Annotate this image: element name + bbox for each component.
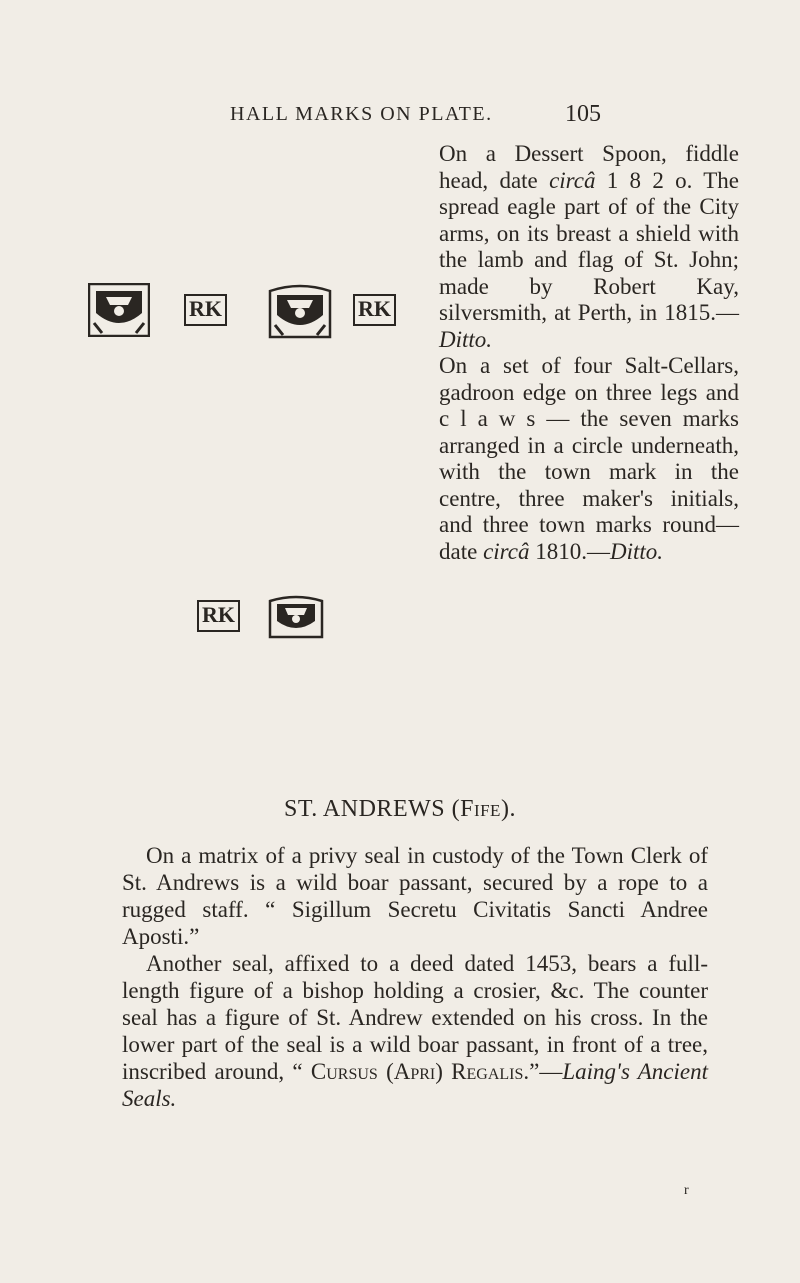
hall-marks-row-1 (88, 281, 396, 339)
running-head (0, 103, 800, 143)
paragraph-another-seal (122, 950, 708, 1112)
circa-italic: circâ (483, 538, 530, 564)
entry-text: 1 8 2 o. The spread eagle part of of the City arms, on its breast a shield with the lamb and flag of St. John; made by Robert Kay, silversmith, at Perth, in 1815.— (439, 167, 740, 325)
town-shield-mark-icon (267, 281, 333, 339)
paragraph-text: .”— (523, 1059, 563, 1084)
hall-marks-row-2 (197, 593, 324, 639)
entry-text: On a set of four Salt-Cellars, gadroon edge on three legs and c l a w s — the seven marks arranged in a circle underneath, with the town mark in the centre, three maker's initials, and three town marks round—date (439, 353, 739, 564)
heading-text: ST. ANDREWS ( (284, 796, 461, 822)
entry-dessert-spoon (439, 141, 739, 353)
entry-salt-cellars (439, 353, 739, 565)
town-shield-mark-icon (268, 593, 324, 639)
running-title: HALL MARKS ON PLATE. (230, 103, 493, 125)
maker-mark-rk: RK (184, 294, 227, 326)
citation-italic: Laing's Ancient Seals. (122, 1059, 708, 1111)
paragraph-privy-seal: On a matrix of a privy seal in custody of the Town Clerk of St. Andrews is a wild boar passant, secured by a rope to a rugged staff. “ Sigillum Secretu Civitatis Sancti Andree Aposti.” (122, 843, 708, 949)
maker-mark-rk: RK (197, 600, 240, 632)
circa-italic: circâ (549, 167, 596, 193)
town-shield-mark-icon (88, 283, 150, 337)
printer-signature: r (684, 1183, 689, 1198)
marks-descriptions (439, 141, 739, 565)
maker-mark-rk: RK (353, 294, 396, 326)
heading-smallcaps: Fife (460, 796, 501, 822)
heading-end: ). (500, 796, 516, 822)
ditto-italic: Ditto. (439, 326, 493, 352)
page-number: 105 (565, 101, 601, 127)
entry-text: On a Dessert Spoon, fiddle head, date (439, 141, 739, 193)
body-text (122, 842, 708, 1112)
inscription-smallcaps: Cursus (Apri) Regalis (310, 1059, 524, 1084)
section-heading (0, 796, 800, 823)
entry-text: 1810.— (529, 538, 610, 564)
ditto-italic: Ditto. (609, 538, 663, 564)
paragraph-text: Another seal, affixed to a deed dated 1453, bears a full-length figure of a bishop holding a crosier, &c. The counter seal has a figure of St. Andrew extended on his cross. In the lower part of the seal is a wild boar passant, in front of a tree, inscribed around, “ (122, 951, 708, 1084)
